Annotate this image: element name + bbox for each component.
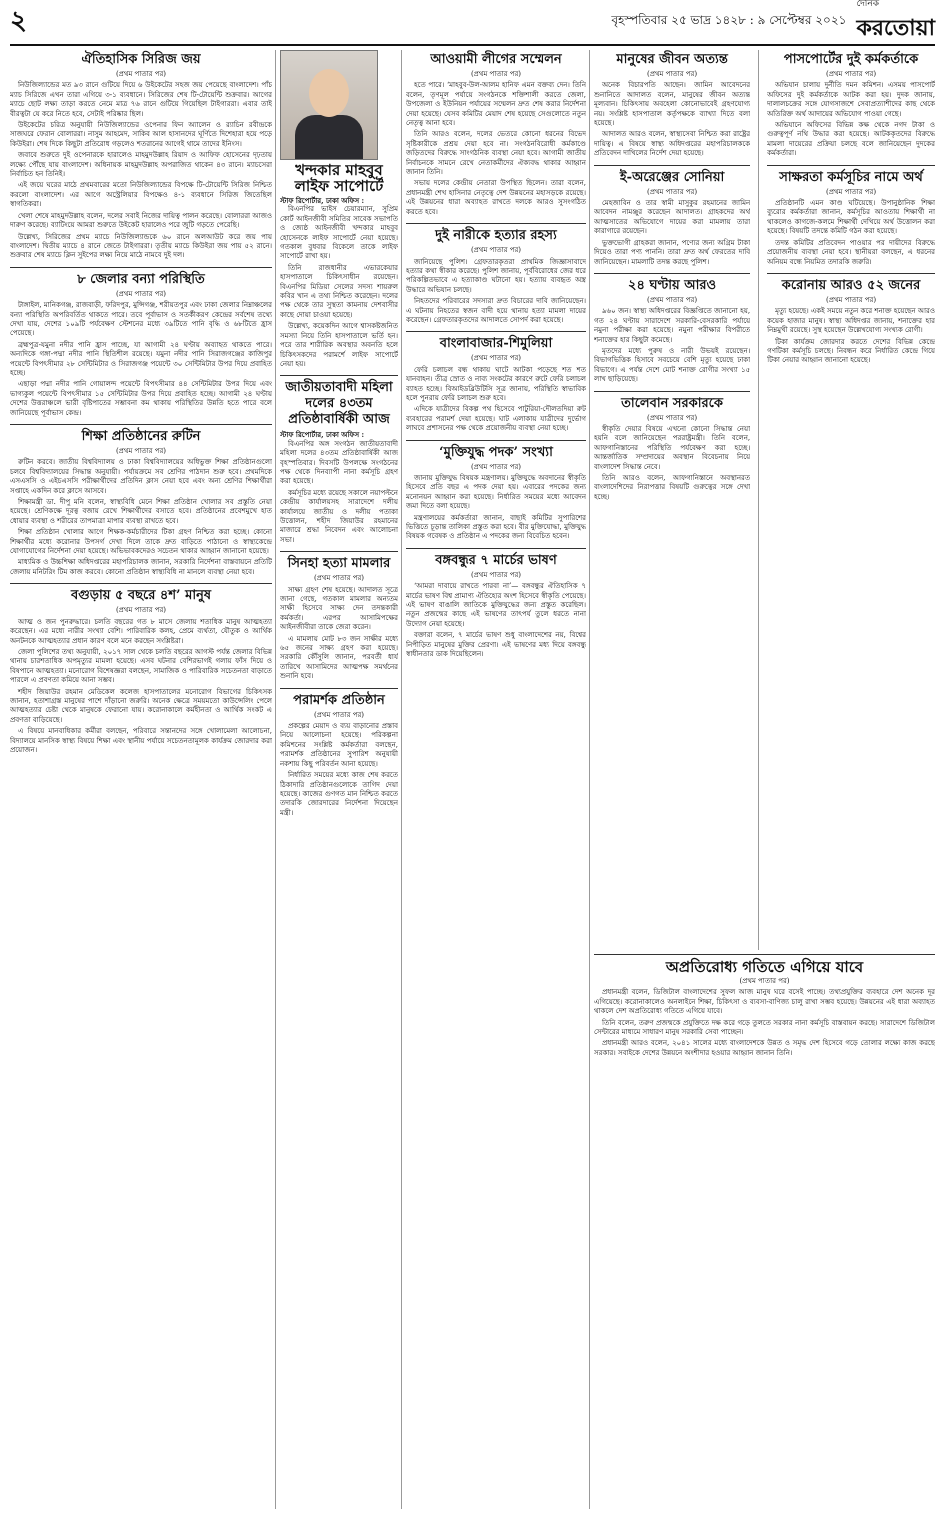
article-paragraph: উল্লেখ্য, সিরিজের প্রথম ম্যাচে নিউজিল্যান্ডকে ৬০ রানে অলআউট করে জয় পায় বাংলাদেশ। দ্বিতীয় ম্যাচে ৪ রানে জেতে টাইগাররা। তৃতীয় ম্যাচে কিউইরা জয় পায় ৫২ রানে। শুক্রবার শেষ ম্যাচে ক্লিন সুইপের লক্ষ্য নিয়ে মাঠে নামবে দুই দল। bbox=[10, 232, 272, 260]
article-continuation: (প্রথম পাতার পর) bbox=[470, 246, 522, 255]
article-paragraph: অভিযানে অফিসের বিভিন্ন কক্ষ থেকে নগদ টাকা ও গুরুত্বপূর্ণ নথি উদ্ধার করা হয়েছে। আটককৃতদের বিরুদ্ধে মামলা দায়েরের প্রক্রিয়া চলছে বলে জানিয়েছেন দুদকের কর্মকর্তারা। bbox=[767, 121, 935, 158]
article-paragraph: বিএনপির অঙ্গ সংগঠন জাতীয়তাবাদী মহিলা দলের ৪৩তম প্রতিষ্ঠাবার্ষিকী আজ বৃহস্পতিবার। দিবসটি উপলক্ষে সংগঠনের পক্ষ থেকে দিনব্যাপী নানা কর্মসূচি গ্রহণ করা হয়েছে। bbox=[280, 439, 398, 486]
article-paragraph: ‘আমরা দাবায়ে রাখতে পারবা না’— বঙ্গবন্ধুর ঐতিহাসিক ৭ মার্চের ভাষণ বিশ্ব প্রামাণ্য ঐতিহ্যের অংশ হিসেবে স্বীকৃতি পেয়েছে। এই ভাষণ বাঙালি জাতিকে মুক্তিযুদ্ধের জন্য প্রস্তুত করেছিল। নতুন প্রজন্মের কাছে এই ভাষণের তাৎপর্য তুলে ধরতে নানা উদ্যোগ নেয়া হয়েছে। bbox=[406, 582, 586, 628]
article-paragraph: ভুক্তভোগী গ্রাহকরা জানান, পণ্যের জন্য অগ্রিম টাকা দিয়েও তারা পণ্য পাননি। তারা দ্রুত অর্থ ফেরতের দাবি জানিয়েছেন। মামলাটি তদন্ত করছে পুলিশ। bbox=[594, 238, 751, 266]
divider bbox=[280, 551, 398, 552]
article-body bbox=[594, 988, 935, 1058]
divider bbox=[406, 440, 586, 441]
divider bbox=[406, 331, 586, 332]
article-paragraph: বক্তারা বলেন, ৭ মার্চের ভাষণ শুধু বাংলাদেশের নয়, বিশ্বের নিপীড়িত মানুষের মুক্তির প্রেরণা। এই ভাষণের মধ্য দিয়ে বঙ্গবন্ধু স্বাধীনতার ডাক দিয়েছিলেন। bbox=[406, 631, 586, 659]
article-bottom-feature bbox=[594, 959, 935, 1058]
article-paragraph: তদন্ত কমিটির প্রতিবেদন পাওয়ার পর দায়ীদের বিরুদ্ধে প্রয়োজনীয় ব্যবস্থা নেয়া হবে। স্থানীয়রা বলছেন, এ ধরনের অনিয়ম বন্ধে নিয়মিত তদারকি জরুরি। bbox=[767, 238, 935, 266]
article-paragraph: ৯৬০ জন। স্বাস্থ্য অধিদপ্তরের বিজ্ঞপ্তিতে জানানো হয়, গত ২৪ ঘণ্টায় সারাদেশে সরকারি-বেসরকারি পর্যায়ে নমুনা পরীক্ষা করা হয়েছে। নমুনা পরীক্ষার বিপরীতে শনাক্তের হার কিছুটা কমেছে। bbox=[594, 307, 751, 344]
article-title: দুই নারীকে হত্যার রহস্য bbox=[435, 228, 557, 244]
article bbox=[406, 228, 586, 325]
article-title: পাসপোর্টের দুই কর্মকর্তাকে bbox=[783, 52, 919, 67]
article-title: ‘মুক্তিযুদ্ধ পদক’ সংখ্যা bbox=[439, 444, 553, 460]
article-paragraph: তিনি রাজধানীর এভারকেয়ার হাসপাতালে চিকিৎসাধীন রয়েছেন। বিএনপির মিডিয়া সেলের সদস্য শায়রুল কবির খান এ তথ্য নিশ্চিত করেছেন। দলের পক্ষ থেকে তার সুস্থতা কামনায় দেশবাসীর কাছে দোয়া চাওয়া হয়েছে। bbox=[280, 263, 398, 319]
divider bbox=[280, 688, 398, 689]
article bbox=[406, 553, 586, 660]
article-paragraph: মাধ্যমিক ও উচ্চশিক্ষা অধিদপ্তরের মহাপরিচালক জানান, সরকারি নির্দেশনা বাস্তবায়নে প্রতিটি জেলায় মনিটরিং টিম কাজ করবে। কোনো প্রতিষ্ঠান স্বাস্থ্যবিধি না মানলে ব্যবস্থা নেয়া হবে। bbox=[10, 558, 272, 576]
article-continuation: (প্রথম পাতার পর) bbox=[470, 462, 522, 471]
article-paragraph: উইকেটের চরিত্র অনুযায়ী নিউজিল্যান্ডের ওপেনার ফিন অ্যালেন ও র‌্যাচিন রবীন্দ্রকে সাজঘরে ফেরান বোলাররা। নাসুম আহমেদ, সাকিব আল হাসানদের ঘূর্ণিতে দিশেহারা হয়ে পড়ে কিউইরা। শেষ দিকে কিছুটা প্রতিরোধ গড়লেও শতরানের আগেই থামে তাদের ইনিংস। bbox=[10, 121, 272, 148]
column-divider bbox=[758, 50, 759, 950]
article-continuation: (প্রথম পাতার পর) bbox=[647, 187, 698, 196]
article bbox=[406, 336, 586, 433]
article bbox=[406, 445, 586, 542]
column-4-top bbox=[594, 50, 935, 950]
article-paragraph: তিনি আরও বলেন, দলের ভেতরে কোনো ধরনের বিভেদ সৃষ্টিকারীকে প্রশ্রয় দেয়া হবে না। সংগঠনবিরোধী কর্মকাণ্ডে জড়িতদের বিরুদ্ধে সাংগঠনিক ব্যবস্থা নেয়া হবে। আগামী জাতীয় নির্বাচনকে সামনে রেখে নেতাকর্মীদের ঐক্যবদ্ধ থাকার আহ্বান জানান তিনি। bbox=[406, 130, 586, 177]
article-title: করোনায় আরও ৫২ জনের bbox=[781, 277, 921, 293]
article-title: অপ্রতিরোধ্য গতিতে এগিয়ে যাবে bbox=[665, 958, 864, 976]
article-title: বাংলাবাজার-শিমুলিয়া bbox=[439, 336, 553, 352]
article bbox=[594, 278, 750, 385]
brand-name: করতোয়া bbox=[856, 16, 935, 41]
column-3 bbox=[406, 50, 586, 1509]
column-4-right bbox=[767, 50, 935, 950]
article-continuation: (প্রথম পাতার পর) bbox=[115, 606, 167, 615]
article-paragraph: নির্ধারিত সময়ের মধ্যে কাজ শেষ করতে ঠিকাদারি প্রতিষ্ঠানগুলোকে তাগিদ দেয়া হয়েছে। কাজের গুণগত মান নিশ্চিত করতে তদারকি জোরদারের নির্দেশনা দিয়েছেন মন্ত্রী। bbox=[280, 771, 398, 817]
portrait-photo bbox=[280, 50, 378, 160]
article-title: পরামর্শক প্রতিষ্ঠান bbox=[293, 692, 385, 708]
article-paragraph: নিহতদের পরিবারের সদস্যরা দ্রুত বিচারের দাবি জানিয়েছেন। এ ঘটনায় নিহতের স্বজন বাদী হয়ে থানায় হত্যা মামলা দায়ের করেছেন। গ্রেফতারকৃতদের আদালতে সোপর্দ করা হয়েছে। bbox=[406, 297, 586, 324]
article bbox=[280, 556, 398, 681]
divider bbox=[767, 165, 935, 166]
article-paragraph: হতে পারে। ‘মাহবুব-উল-আলম হানিফ এমন বক্তব্য দেন। তিনি বলেন, তৃণমূল পর্যায়ে সংগঠনকে শক্তিশালী করতে জেলা, উপজেলা ও ইউনিয়ন পর্যায়ের সম্মেলন দ্রুত শেষ করার নির্দেশনা দেয়া হয়েছে। যেসব কমিটির মেয়াদ শেষ হয়েছে সেগুলোতে নতুন নেতৃত্ব আনা হবে। bbox=[406, 81, 586, 128]
divider bbox=[280, 375, 398, 376]
article-paragraph: প্রধানমন্ত্রী আরও বলেন, ২০৪১ সালের মধ্যে বাংলাদেশকে উন্নত ও সমৃদ্ধ দেশ হিসেবে গড়ে তোলার লক্ষ্যে কাজ করছে সরকার। সবাইকে দেশের উন্নয়নে অংশীদার হওয়ার আহ্বান জানান তিনি। bbox=[594, 1039, 935, 1057]
article-continuation: (প্রথম পাতার পর) bbox=[826, 295, 877, 304]
divider bbox=[10, 267, 272, 268]
article-continuation: (প্রথম পাতার পর) bbox=[115, 289, 167, 298]
article-paragraph: অভিযান চালায় দুর্নীতি দমন কমিশন। এসময় পাসপোর্ট অফিসের দুই কর্মকর্তাকে আটক করা হয়। দুদক জানায়, দালালচক্রের সঙ্গে যোগসাজশে সেবাপ্রত্যাশীদের কাছ থেকে অতিরিক্ত অর্থ আদায়ের অভিযোগ পাওয়া গেছে। bbox=[767, 81, 935, 118]
article-paragraph: এদিকে যাত্রীদের বিকল্প পথ হিসেবে পাটুরিয়া-দৌলতদিয়া রুট ব্যবহারের পরামর্শ দেয়া হয়েছে। ঘাট এলাকায় যাত্রীদের দুর্ভোগ লাঘবে প্রশাসনের পক্ষ থেকে প্রয়োজনীয় ব্যবস্থা নেয়া হচ্ছে। bbox=[406, 405, 586, 433]
article bbox=[10, 272, 272, 418]
column-2 bbox=[280, 50, 398, 1509]
divider bbox=[594, 273, 750, 274]
article-paragraph: অনেক বিচারপতি আছেন। জামিন আবেদনের শুনানিতে আদালত বলেন, মানুষের জীবন অত্যন্ত মূল্যবান। চিকিৎসায় অবহেলা কোনোভাবেই গ্রহণযোগ্য নয়। সংশ্লিষ্ট হাসপাতাল কর্তৃপক্ষকে ব্যাখ্যা দিতে বলা হয়েছে। bbox=[594, 81, 751, 128]
article-paragraph: তিনি আরও বলেন, আফগানিস্তানে অবস্থানরত বাংলাদেশিদের নিরাপত্তার বিষয়টি গুরুত্বের সঙ্গে দেখা হচ্ছে। bbox=[594, 474, 751, 501]
article-paragraph: সভায় দলের কেন্দ্রীয় নেতারা উপস্থিত ছিলেন। তারা বলেন, প্রধানমন্ত্রী শেখ হাসিনার নেতৃত্বে দেশ উন্নয়নের মহাসড়কে রয়েছে। এই উন্নয়নের ধারা অব্যাহত রাখতে দলকে আরও সুসংগঠিত করতে হবে। bbox=[406, 179, 586, 216]
article-title: জাতীয়তাবাদী মহিলা দলের ৪৩তম প্রতিষ্ঠাবার্ষিকী আজ bbox=[285, 380, 393, 428]
article-paragraph: টাঙ্গাইল, মানিকগঞ্জ, রাজবাড়ী, ফরিদপুর, মুন্সিগঞ্জ, শরীয়তপুর এবং ঢাকা জেলার নিম্নাঞ্চলের বন্যা পরিস্থিতি অপরিবর্তিত থাকতে পারে। তবে পূর্বাভাস ও সতর্কীকরণ কেন্দ্রের সর্বশেষ তথ্যে দেখা যায়, দেশের ১০৯টি পর্যবেক্ষণ স্টেশনের মধ্যে ৩৯টিতে পানি বৃদ্ধি ও ৬৮টিতে হ্রাস পেয়েছে। bbox=[10, 301, 272, 338]
date-line: বৃহস্পতিবার ২৫ ভাদ্র ১৪২৮ : ৯ সেপ্টেম্বর ২০২১ bbox=[611, 13, 847, 27]
divider bbox=[406, 223, 586, 224]
article-paragraph: বিএনপির ভাইস চেয়ারম্যান, সুপ্রিম কোর্ট আইনজীবী সমিতির সাবেক সভাপতি ও জ্যেষ্ঠ আইনজীবী খন্দকার মাহবুব হোসেনকে লাইফ সাপোর্টে নেয়া হয়েছে। গতকাল বুধবার বিকেলে তাকে লাইফ সাপোর্টে রাখা হয়। bbox=[280, 205, 398, 261]
article-continuation: (প্রথম পাতার পর) bbox=[647, 413, 698, 422]
article bbox=[406, 52, 586, 217]
article-paragraph: জানিয়েছে পুলিশ। গ্রেফতারকৃতরা প্রাথমিক জিজ্ঞাসাবাদে হত্যার কথা স্বীকার করেছে। পুলিশ জানায়, পূর্ববিরোধের জের ধরে পরিকল্পিতভাবে এ হত্যাকাণ্ড ঘটানো হয়। হত্যায় ব্যবহৃত অস্ত্র উদ্ধারে অভিযান চলছে। bbox=[406, 257, 586, 294]
article-paragraph: এছাড়া পদ্মা নদীর পানি গোয়ালন্দ পয়েন্টে বিপৎসীমার ৪৪ সেন্টিমিটার উপর দিয়ে এবং ভাগ্যকুল পয়েন্টে বিপৎসীমার ১৫ সেন্টিমিটার উপর দিয়ে প্রবাহিত হচ্ছে। আগামী ২৪ ঘণ্টায় দেশের উত্তরাঞ্চলে ভারী বৃষ্টিপাতের সম্ভাবনা কম থাকায় পরিস্থিতির উন্নতি হতে পারে বলে জানিয়েছে পূর্বাভাস কেন্দ্র। bbox=[10, 380, 272, 417]
brand-top: দৈনিক bbox=[856, 0, 880, 9]
divider bbox=[10, 424, 272, 425]
columns bbox=[10, 50, 935, 1509]
article-title: মানুষের জীবন অত্যন্ত bbox=[616, 52, 728, 67]
divider bbox=[594, 391, 750, 392]
article bbox=[767, 278, 935, 366]
article-title: ই-অরেঞ্জের সোনিয়া bbox=[619, 169, 725, 185]
article bbox=[10, 429, 272, 577]
article-continuation: (প্রথম পাতার পর) bbox=[470, 70, 522, 78]
article-continuation: (প্রথম পাতার পর) bbox=[470, 570, 522, 579]
article-paragraph: জানায় মুক্তিযুদ্ধ বিষয়ক মন্ত্রণালয়। মুক্তিযুদ্ধে অবদানের স্বীকৃতি হিসেবে প্রতি বছর এ পদক দেয়া হয়। এবারের পদকের জন্য মনোনয়ন আহ্বান করা হয়েছে। নির্ধারিত সময়ের মধ্যে আবেদন জমা দিতে বলা হয়েছে। bbox=[406, 474, 586, 511]
article-title: শিক্ষা প্রতিষ্ঠানের রুটিন bbox=[81, 429, 201, 444]
article-paragraph: আত্ম ও জন পুনরুদ্ধারে। চলতি বছরের গত ৮ মাসে জেলায় শতাধিক মানুষ আত্মহত্যা করেছেন। এর মধ্যে নারীর সংখ্যা বেশি। পারিবারিক কলহ, প্রেমে ব্যর্থতা, যৌতুক ও আর্থিক অনটনকে আত্মহত্যার প্রধান কারণ বলে মনে করছেন সংশ্লিষ্টরা। bbox=[10, 617, 272, 645]
article-continuation: (প্রথম পাতার পর) bbox=[826, 187, 877, 196]
article-paragraph: রুটিন করবে। জাতীয় বিশ্ববিদ্যালয় ও ঢাকা বিশ্ববিদ্যালয়ের অধিভুক্ত শিক্ষা প্রতিষ্ঠানগুলো চলবে বিশ্ববিদ্যালয়ের সিদ্ধান্ত অনুযায়ী। পর্যায়ক্রমে সব শ্রেণির পাঠদান শুরু হবে। প্রথমদিকে এসএসসি ও এইচএসসি পরীক্ষার্থীদের প্রতিদিন ক্লাস নেয়া হবে এবং অন্য শ্রেণির শিক্ষার্থীরা সপ্তাহে একদিন করে ক্লাসে আসবে। bbox=[10, 458, 272, 495]
article-title: সিনহা হত্যা মামলার bbox=[287, 556, 391, 572]
article-paragraph: এই জয়ে ঘরের মাঠে প্রথমবারের মতো নিউজিল্যান্ডের বিপক্ষে টি-টোয়েন্টি সিরিজ নিশ্চিত করলো বাংলাদেশ। এর আগে অস্ট্রেলিয়ার বিপক্ষেও ৪-১ ব্যবধানে সিরিজ জিতেছিল স্বাগতিকরা। bbox=[10, 181, 272, 209]
column-divider bbox=[401, 50, 402, 1509]
article-continuation: (প্রথম পাতার পর) bbox=[313, 710, 365, 719]
article-paragraph: ফেরি চলাচল বন্ধ থাকায় ঘাটে আটকা পড়েছে শত শত যানবাহন। তীব্র স্রোত ও নাব্য সংকটের কারণে রুটে ফেরি চলাচল ব্যাহত হচ্ছে। বিআইডব্লিউটিসি সূত্র জানায়, পরিস্থিতি স্বাভাবিক হলে পুনরায় ফেরি চলাচল শুরু হবে। bbox=[406, 365, 586, 402]
article bbox=[280, 693, 398, 818]
article-paragraph: শিক্ষামন্ত্রী ডা. দীপু মনি বলেন, স্বাস্থ্যবিধি মেনে শিক্ষা প্রতিষ্ঠান খোলার সব প্রস্তুতি নেয়া হয়েছে। শ্রেণিকক্ষে দূরত্ব বজায় রেখে শিক্ষার্থীদের বসাতে হবে। প্রতিষ্ঠানের প্রবেশমুখে হাত ধোয়ার ব্যবস্থা ও শরীরের তাপমাত্রা মাপার ব্যবস্থা রাখতে হবে। bbox=[10, 498, 272, 525]
article-byline: স্টাফ রিপোর্টার, ঢাকা অফিস : bbox=[280, 430, 365, 440]
article-paragraph: সাক্ষ্য গ্রহণ শেষ হয়েছে। আদালত সূত্রে জানা গেছে, গতকাল মামলার অন্যতম সাক্ষী হিসেবে সাক্ষ্য দেন তদন্তকারী কর্মকর্তা। এরপর আসামিপক্ষের আইনজীবীরা তাকে জেরা করেন। bbox=[280, 585, 398, 632]
article-title: ঐতিহাসিক সিরিজ জয় bbox=[81, 52, 201, 67]
article-continuation: (প্রথম পাতার পর) bbox=[313, 574, 365, 583]
article-paragraph: জবাবে শুরুতে দুই ওপেনারকে হারালেও মাহমুদউল্লাহ রিয়াদ ও আফিফ হোসেনের দৃঢ়তায় লক্ষ্যে পৌঁছে যায় বাংলাদেশ। অধিনায়ক মাহমুদউল্লাহ অপরাজিত থাকেন ৪৩ রানে। ম্যাচসেরা নির্বাচিত হন তিনিই। bbox=[10, 151, 272, 179]
article-paragraph: কর্মসূচির মধ্যে রয়েছে সকালে নয়াপল্টনে কেন্দ্রীয় কার্যালয়সহ সারাদেশে দলীয় কার্যালয়ে জাতীয় ও দলীয় পতাকা উত্তোলন, শহীদ জিয়াউর রহমানের মাজারে শ্রদ্ধা নিবেদন এবং আলোচনা সভা। bbox=[280, 488, 398, 544]
article-paragraph: প্রকল্পের মেয়াদ ও ব্যয় বাড়ানোর প্রস্তাব নিয়ে আলোচনা হয়েছে। পরিকল্পনা কমিশনের সংশ্লিষ্ট কর্মকর্তারা বলছেন, পরামর্শক প্রতিষ্ঠানের সুপারিশ অনুযায়ী নকশায় কিছু পরিবর্তন আনা হয়েছে। bbox=[280, 722, 398, 768]
article-byline: স্টাফ রিপোর্টার, ঢাকা অফিস : bbox=[280, 196, 365, 205]
article-paragraph: ব্রহ্মপুত্র-যমুনা নদীর পানি হ্রাস পাচ্ছে, যা আগামী ২৪ ঘণ্টায় অব্যাহত থাকতে পারে। অন্যদিকে গঙ্গা-পদ্মা নদীর পানি স্থিতিশীল রয়েছে। যমুনা নদীর পানি সিরাজগঞ্জের কাজিপুর পয়েন্টে বিপৎসীমার ২৮ সেন্টিমিটার ও সিরাজগঞ্জ পয়েন্টে ৩০ সেন্টিমিটার উপর দিয়ে প্রবাহিত হচ্ছে। bbox=[10, 340, 272, 377]
article bbox=[767, 52, 935, 159]
article-body bbox=[280, 205, 398, 369]
masthead-right bbox=[611, 0, 935, 48]
article-paragraph: প্রতিষ্ঠানটি এমন কাণ্ড ঘটিয়েছে। উপানুষ্ঠানিক শিক্ষা ব্যুরোর কর্মকর্তারা জানান, কর্মসূচির আওতায় শিক্ষার্থী না থাকলেও কাগজে-কলমে শিক্ষার্থী দেখিয়ে অর্থ উত্তোলন করা হয়েছে। বিষয়টি তদন্তে কমিটি গঠন করা হয়েছে। bbox=[767, 199, 935, 236]
article-title: বগুড়ায় ৫ বছরে ৪শ’ মানুষ bbox=[70, 588, 212, 604]
article-title: সাক্ষরতা কর্মসূচির নামে অর্থ bbox=[779, 169, 923, 185]
article-continuation: (প্রথম পাতার পর) bbox=[739, 977, 790, 985]
divider bbox=[10, 583, 272, 584]
article-paragraph: শিক্ষা প্রতিষ্ঠান খোলার আগে শিক্ষক-কর্মচারীদের টিকা গ্রহণ নিশ্চিত করা হচ্ছে। কোনো শিক্ষার্থীর মধ্যে করোনার উপসর্গ দেখা দিলে তাকে দ্রুত বাড়িতে পাঠানো ও স্বাস্থ্যকেন্দ্রে যোগাযোগের নির্দেশনা দেয়া হয়েছে। অভিভাবকদেরও সচেতন থাকার আহ্বান জানানো হয়েছে। bbox=[10, 528, 272, 556]
divider bbox=[767, 273, 935, 274]
article-paragraph: এ বিষয়ে মানবাধিকার কর্মীরা বলছেন, পরিবারে সন্তানদের সঙ্গে খোলামেলা আলোচনা, বিদ্যালয়ে মানসিক স্বাস্থ্য বিষয়ে শিক্ষা এবং স্থানীয় পর্যায়ে সচেতনতামূলক কার্যক্রম জোরদার করা প্রয়োজন। bbox=[10, 727, 272, 754]
article bbox=[10, 52, 272, 261]
article bbox=[767, 170, 935, 267]
column-4-left bbox=[594, 50, 750, 950]
article bbox=[594, 52, 750, 159]
article-paragraph: শহীদ জিয়াউর রহমান মেডিকেল কলেজ হাসপাতালের মনোরোগ বিভাগের চিকিৎসক জানান, হতাশাগ্রস্ত মানুষের পাশে দাঁড়ানো জরুরি। অনেক ক্ষেত্রে সময়মতো কাউন্সেলিং পেলে আত্মহত্যার চেষ্টা থেকে মানুষকে ফেরানো যায়। করোনাকালে কর্মহীনতা ও আর্থিক সংকট এ প্রবণতা বাড়িয়েছে। bbox=[10, 687, 272, 724]
divider bbox=[594, 954, 935, 955]
article-title: বঙ্গবন্ধুর ৭ মার্চের ভাষণ bbox=[435, 552, 557, 568]
article-title: ৮ জেলার বন্যা পরিস্থিতি bbox=[77, 271, 205, 287]
article-paragraph: প্রধানমন্ত্রী বলেন, ডিজিটাল বাংলাদেশের সুফল আজ মানুষ ঘরে বসেই পাচ্ছে। তথ্যপ্রযুক্তির ব্যবহারে দেশ অনেক দূর এগিয়েছে। করোনাকালেও অনলাইনে শিক্ষা, চিকিৎসা ও ব্যবসা-বাণিজ্য চালু রাখা সম্ভব হয়েছে। উন্নয়নের এই ধারা অব্যাহত থাকলে দেশ অপ্রতিরোধ্য গতিতে এগিয়ে যাবে। bbox=[594, 988, 935, 1016]
article-title: আওয়ামী লীগের সম্মেলন bbox=[430, 52, 562, 67]
article bbox=[594, 396, 750, 503]
article bbox=[10, 588, 272, 755]
article-profile bbox=[280, 50, 398, 369]
column-divider bbox=[589, 50, 590, 1509]
article-paragraph: মৃত্যু হয়েছে। একই সময়ে নতুন করে শনাক্ত হয়েছেন আরও কয়েক হাজার মানুষ। স্বাস্থ্য অধিদপ্তর জানায়, শনাক্তের হার নিম্নমুখী রয়েছে। সুস্থ হয়েছেন উল্লেখযোগ্য সংখ্যক রোগী। bbox=[767, 307, 935, 335]
article-paragraph: মৃতদের মধ্যে পুরুষ ও নারী উভয়ই রয়েছেন। বিভাগভিত্তিক হিসাবে সবচেয়ে বেশি মৃত্যু হয়েছে ঢাকা বিভাগে। এ পর্যন্ত দেশে মোট শনাক্ত রোগীর সংখ্যা ১৫ লাখ ছাড়িয়েছে। bbox=[594, 346, 751, 384]
article-paragraph: আদালত আরও বলেন, স্বাস্থ্যসেবা নিশ্চিত করা রাষ্ট্রের দায়িত্ব। এ বিষয়ে স্বাস্থ্য অধিদপ্তরের মহাপরিচালককে প্রতিবেদন দাখিলের নির্দেশ দেয়া হয়েছে। bbox=[594, 130, 751, 158]
article bbox=[280, 380, 398, 545]
article-paragraph: মেহজাবিন ও তার স্বামী মাসুকুর রহমানের জামিন আবেদন নামঞ্জুর করেছেন আদালত। গ্রাহকদের অর্থ আত্মসাতের অভিযোগে দায়ের করা মামলায় তারা কারাগারে রয়েছেন। bbox=[594, 199, 751, 236]
article bbox=[594, 170, 750, 267]
column-divider bbox=[275, 50, 276, 1509]
column-1 bbox=[10, 50, 272, 1509]
divider bbox=[406, 548, 586, 549]
article-paragraph: স্বীকৃতি দেয়ার বিষয়ে এখনো কোনো সিদ্ধান্ত নেয়া হয়নি বলে জানিয়েছেন পররাষ্ট্রমন্ত্রী। তিনি বলেন, আফগানিস্তানের পরিস্থিতি পর্যবেক্ষণ করা হচ্ছে। আন্তর্জাতিক সম্প্রদায়ের অবস্থান বিবেচনায় নিয়ে বাংলাদেশ সিদ্ধান্ত নেবে। bbox=[594, 424, 751, 471]
article-paragraph: নিউজিল্যান্ডের মত ৯৩ রানে গুটিয়ে দিয়ে ৬ উইকেটের সহজ জয় পেয়েছে বাংলাদেশ। পাঁচ ম্যাচ সিরিজে এখন তারা এগিয়ে ৩-১ ব্যবধানে। সিরিজের শেষ টি-টোয়েন্টি শুক্রবার। আগের ম্যাচে ছোট লক্ষ্য তাড়া করতে নেমে মাত্র ৭৬ রানে গুটিয়ে গিয়েছিল টাইগাররা। এবার তাই বীরত্বটা যে করে নিতে হবে, সেটাই পরিষ্কার ছিল। bbox=[10, 81, 272, 118]
column-2-articles bbox=[280, 380, 398, 818]
article-continuation: (প্রথম পাতার পর) bbox=[826, 70, 877, 78]
article-paragraph: খেলা শেষে মাহমুদউল্লাহ বলেন, দলের সবাই নিজের দায়িত্ব পালন করেছে। বোলাররা আজও দারুণ করেছে। ব্যাটিংয়ে আমরা শুরুতে উইকেট হারালেও পরে জুটি গড়তে পেরেছি। bbox=[10, 211, 272, 230]
column-4 bbox=[594, 50, 935, 1509]
article-paragraph: মন্ত্রণালয়ের কর্মকর্তারা জানান, বাছাই কমিটির সুপারিশের ভিত্তিতে চূড়ান্ত তালিকা প্রস্তুত করা হবে। বীর মুক্তিযোদ্ধা, মুক্তিযুদ্ধ বিষয়ক গবেষক ও প্রতিষ্ঠান এ পদকের জন্য বিবেচিত হবেন। bbox=[406, 513, 586, 541]
article-title: খন্দকার মাহবুব লাইফ সাপোর্টে bbox=[294, 161, 384, 195]
article-continuation: (প্রথম পাতার পর) bbox=[647, 70, 698, 78]
article-continuation: (প্রথম পাতার পর) bbox=[115, 447, 167, 455]
article-continuation: (প্রথম পাতার পর) bbox=[115, 70, 167, 78]
article-paragraph: এ মামলায় মোট ৮৩ জন সাক্ষীর মধ্যে ৬৫ জনের সাক্ষ্য গ্রহণ করা হয়েছে। সরকারি কৌঁসুলি জানান, পরবর্তী ধার্য তারিখে আসামিদের আত্মপক্ষ সমর্থনের শুনানি হবে। bbox=[280, 634, 398, 681]
divider bbox=[594, 165, 750, 166]
article-paragraph: উল্লেখ্য, কয়েকদিন আগে শ্বাসকষ্টজনিত সমস্যা নিয়ে তিনি হাসপাতালে ভর্তি হন। পরে তার শারীরিক অবস্থার অবনতি হলে চিকিৎসকদের পরামর্শে লাইফ সাপোর্টে নেয়া হয়। bbox=[280, 322, 398, 368]
masthead bbox=[10, 0, 935, 46]
article-paragraph: তিনি বলেন, তরুণ প্রজন্মকে প্রযুক্তিতে দক্ষ করে গড়ে তুলতে সরকার নানা কর্মসূচি বাস্তবায়ন করছে। সারাদেশে ডিজিটাল সেন্টারের মাধ্যমে সাধারণ মানুষ সরকারি সেবা পাচ্ছেন। bbox=[594, 1018, 935, 1037]
article-title: ২৪ ঘণ্টায় আরও bbox=[628, 277, 717, 293]
article-paragraph: টিকা কার্যক্রম জোরদার করতে দেশের বিভিন্ন কেন্দ্রে গণটিকা কর্মসূচি চলছে। নিবন্ধন করে নির্ধারিত কেন্দ্রে গিয়ে টিকা নেয়ার আহ্বান জানানো হয়েছে। bbox=[767, 337, 935, 365]
article-title: তালেবান সরকারকে bbox=[621, 395, 723, 411]
page-number: ২ bbox=[10, 6, 27, 36]
article-paragraph: জেলা পুলিশের তথ্য অনুযায়ী, ২০১৭ সাল থেকে চলতি বছরের আগস্ট পর্যন্ত জেলার বিভিন্ন থানায় চারশতাধিক অপমৃত্যুর মামলা হয়েছে। এসব ঘটনার বেশিরভাগই গলায় ফাঁস দিয়ে ও বিষপানে আত্মহত্যা। মনোরোগ বিশেষজ্ঞরা বলছেন, সামাজিক ও পারিবারিক সচেতনতা বাড়াতে পারলে এ প্রবণতা কমিয়ে আনা সম্ভব। bbox=[10, 647, 272, 685]
article-continuation: (প্রথম পাতার পর) bbox=[470, 354, 522, 363]
article-continuation: (প্রথম পাতার পর) bbox=[647, 295, 698, 304]
brand-logo bbox=[856, 0, 935, 48]
